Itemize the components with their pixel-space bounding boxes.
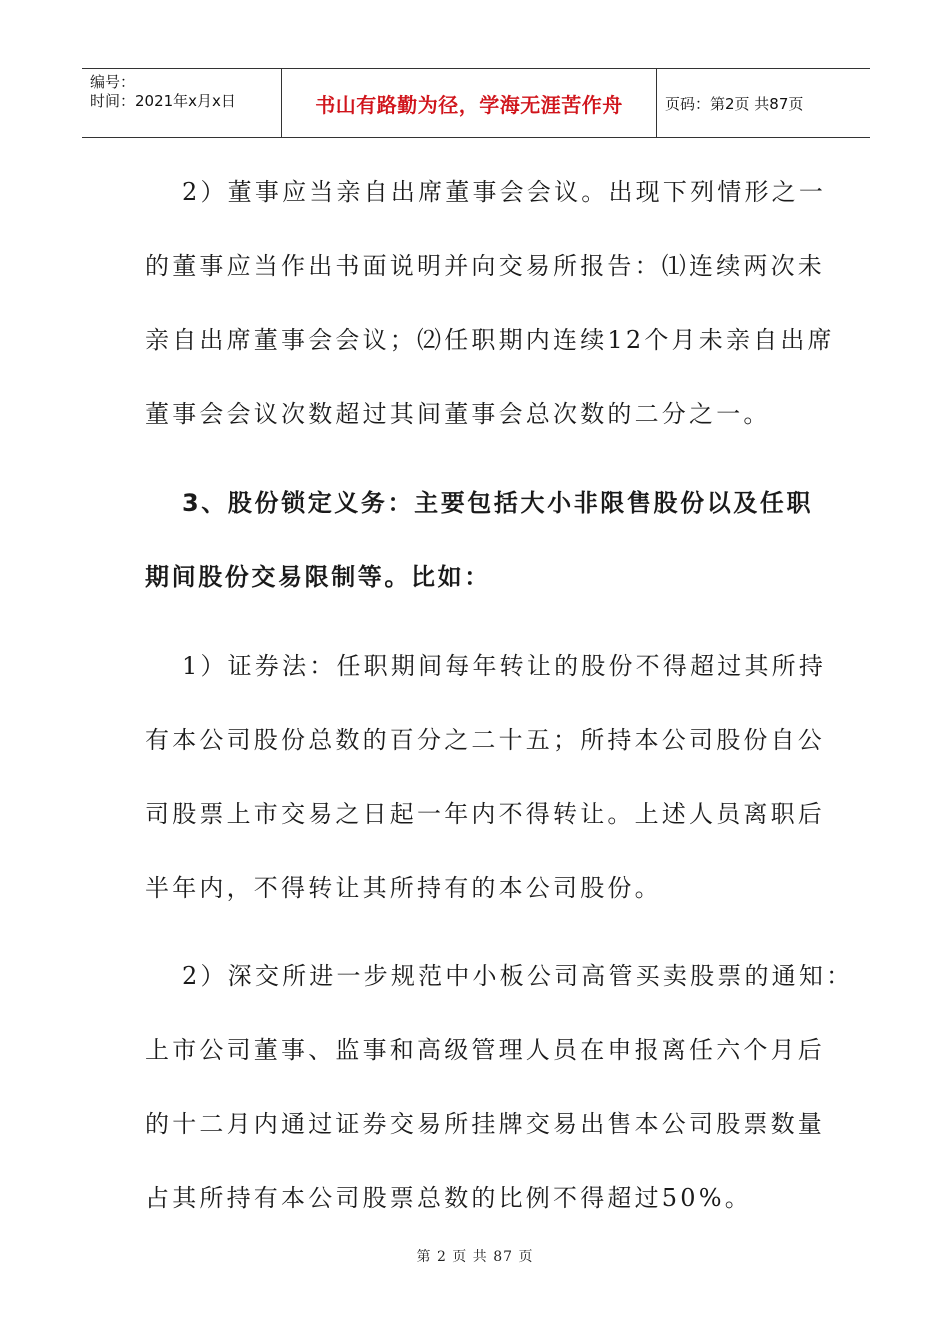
header-meta <box>82 69 282 137</box>
paragraph-line: 司股票上市交易之日起一年内不得转让。上述人员离职后 <box>145 800 825 828</box>
section-heading-line: 期间股份交易限制等。比如： <box>145 563 491 591</box>
paragraph-line: 上市公司董事、监事和高级管理人员在申报离任六个月后 <box>145 1036 825 1064</box>
paragraph-line: 亲自出席董事会会议；⑵任职期内连续12个月未亲自出席 <box>145 326 835 354</box>
paragraph-line: 占其所持有本公司股票总数的比例不得超过50%。 <box>145 1184 752 1212</box>
page-header <box>82 68 870 138</box>
document-date: 时间：2021年x月x日 <box>90 92 236 110</box>
paragraph-line: 1）证券法：任职期间每年转让的股份不得超过其所持 <box>182 652 827 680</box>
paragraph-line: 董事会会议次数超过其间董事会总次数的二分之一。 <box>145 400 771 428</box>
paragraph-line: 的十二月内通过证券交易所挂牌交易出售本公司股票数量 <box>145 1110 825 1138</box>
paragraph-line: 有本公司股份总数的百分之二十五；所持本公司股份自公 <box>145 726 825 754</box>
paragraph-line: 半年内，不得转让其所持有的本公司股份。 <box>145 874 662 902</box>
paragraph-line: 的董事应当作出书面说明并向交易所报告：⑴连续两次未 <box>145 252 825 280</box>
paragraph-line: 2）董事应当亲自出席董事会会议。出现下列情形之一 <box>182 178 827 206</box>
header-motto: 书山有路勤为径，学海无涯苦作舟 <box>282 69 657 137</box>
paragraph-line: 2）深交所进一步规范中小板公司高管买卖股票的通知： <box>182 962 854 990</box>
document-number-label: 编号： <box>90 73 136 91</box>
section-heading-line: 3、股份锁定义务：主要包括大小非限售股份以及任职 <box>182 489 814 517</box>
header-page-info: 页码：第2页 共87页 <box>665 94 804 113</box>
page-footer: 第 2 页 共 87 页 <box>416 1249 534 1265</box>
